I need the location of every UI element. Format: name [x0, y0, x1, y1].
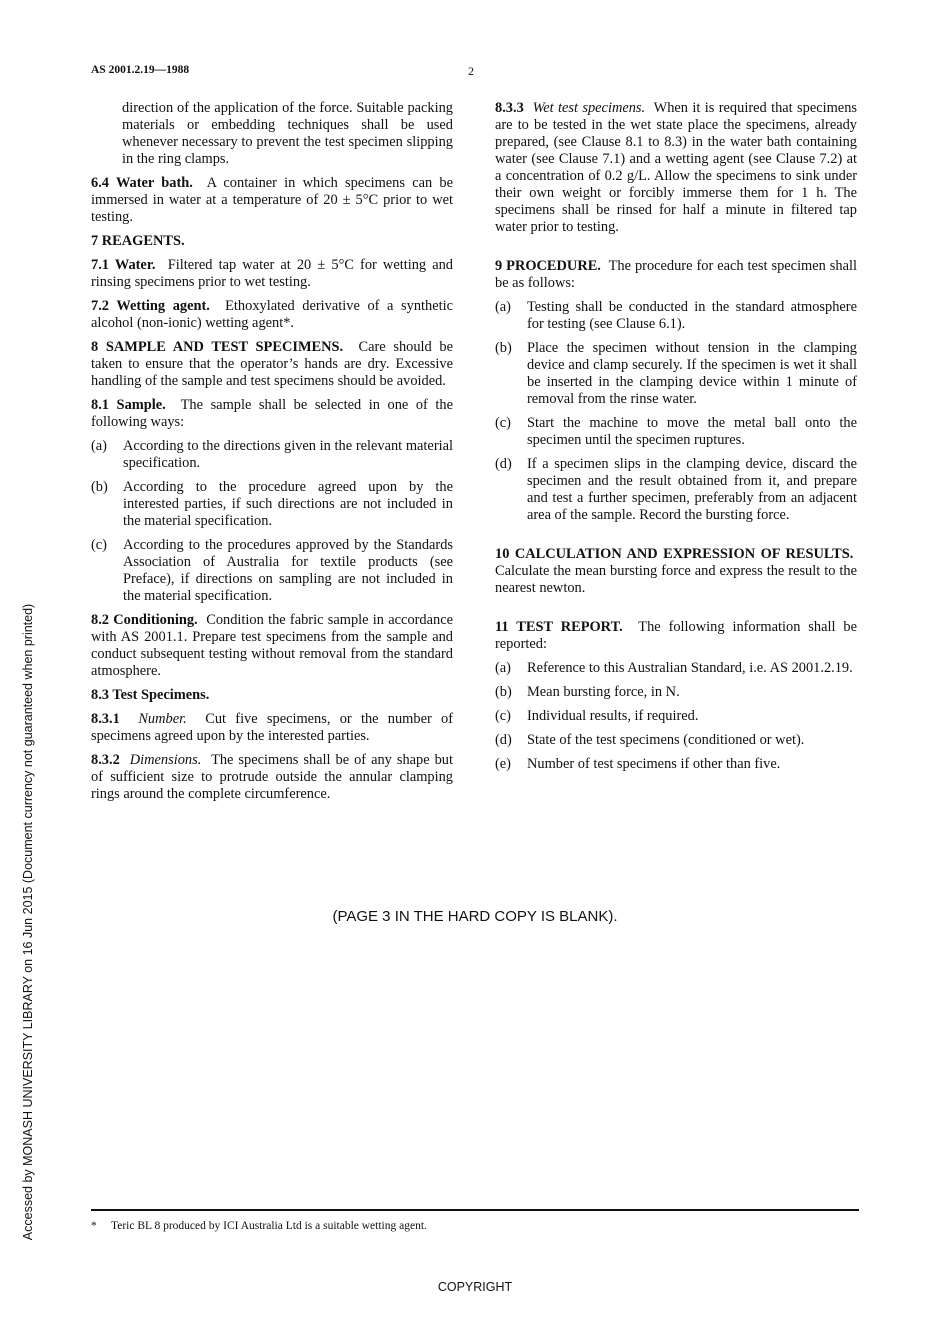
copyright-notice: COPYRIGHT: [437, 1280, 513, 1294]
section-heading: 10 CALCULATION AND EXPRESSION OF RESULTS.: [495, 546, 854, 562]
list-marker: (e): [495, 756, 511, 772]
list-item: [495, 415, 857, 449]
section-text: The procedure for each test specimen shall be as follows:: [495, 258, 857, 291]
list-text: According to the procedure agreed upon by the interested parties, if such directions are not included in the material specification.: [123, 479, 453, 529]
section-8: [91, 339, 453, 390]
list-marker: (a): [495, 660, 511, 676]
spacer: [495, 604, 857, 619]
continued-paragraph: direction of the application of the force. Suitable packing materials or embedding techniques shall be used whenever necessary to prevent the test specimen slipping in the ring clamps.: [122, 100, 453, 167]
clause-8-3-1: [91, 711, 453, 745]
list-marker: (d): [495, 732, 512, 748]
clause-heading: 8.1 Sample.: [91, 397, 166, 413]
list-text: Mean bursting force, in N.: [527, 684, 680, 700]
clause-heading: 7.2 Wetting agent.: [91, 298, 210, 314]
section-heading: 11 TEST REPORT.: [495, 619, 623, 635]
list-text: Reference to this Australian Standard, i.e. AS 2001.2.19.: [527, 660, 853, 676]
section-11: [495, 619, 857, 653]
list-item: [495, 456, 857, 524]
list-marker: (c): [495, 415, 511, 431]
list-item: [495, 299, 857, 333]
list-marker: (c): [495, 708, 511, 724]
list-text: Testing shall be conducted in the standard atmosphere for testing (see Clause 6.1).: [527, 299, 857, 332]
clause-title: Number.: [138, 711, 187, 727]
clause-text: A container in which specimens can be immersed in water at a temperature of 20 ± 5°C prior to wet testing.: [91, 175, 453, 225]
list-marker: (d): [495, 456, 512, 472]
list-item: [495, 340, 857, 408]
clause-title: Dimensions.: [129, 752, 202, 768]
clause-heading: 8.2 Conditioning.: [91, 612, 198, 628]
list-marker: (c): [91, 537, 107, 553]
clause-text: Filtered tap water at 20 ± 5°C for wetting and rinsing specimens prior to wet testing.: [91, 257, 453, 290]
clause-text: Condition the fabric sample in accordance with AS 2001.1. Prepare test specimens from the sample and conduct subsequent testing without removal from the standard atmosphere.: [91, 612, 453, 679]
section-10: [495, 546, 857, 597]
spacer: [495, 531, 857, 546]
clause-heading: 7.1 Water.: [91, 257, 156, 273]
page-number: 2: [468, 64, 474, 78]
list-item: [495, 708, 857, 725]
document-id: AS 2001.2.19—1988: [91, 64, 190, 76]
list-text: According to the procedures approved by the Standards Association of Australia for textile products (see Preface), if directions on sampling are not included in the material specification.: [123, 537, 453, 604]
spacer: [495, 243, 857, 258]
clause-8-3-heading: 8.3 Test Specimens.: [91, 687, 210, 703]
list-item: [495, 660, 857, 677]
list-item: [91, 537, 453, 605]
list-text: State of the test specimens (conditioned or wet).: [527, 732, 805, 748]
section-9: [495, 258, 857, 292]
list-text: Place the specimen without tension in the clamping device and clamp securely. If the specimen is wet it shall be inserted in the clamping device within 1 minute of removal from the rinse water.: [527, 340, 857, 407]
list-item: [91, 479, 453, 530]
section-heading: 9 PROCEDURE.: [495, 258, 601, 274]
clause-text: The sample shall be selected in one of the following ways:: [91, 397, 454, 430]
list-item: [495, 732, 857, 749]
list-text: Number of test specimens if other than five.: [527, 756, 781, 772]
clause-text: Cut five specimens, or the number of specimens agreed upon by the interested parties.: [91, 711, 454, 744]
clause-7-2: [91, 298, 453, 332]
section-heading: 8 SAMPLE AND TEST SPECIMENS.: [91, 339, 344, 355]
footnote: [91, 1220, 427, 1232]
footnote-divider: [91, 1209, 859, 1211]
section-7-heading: 7 REAGENTS.: [91, 233, 185, 249]
section-text: Calculate the mean bursting force and express the result to the nearest newton.: [495, 563, 857, 596]
blank-page-note: (PAGE 3 IN THE HARD COPY IS BLANK).: [332, 908, 618, 925]
list-marker: (b): [495, 340, 512, 356]
list-marker: (b): [495, 684, 512, 700]
clause-number: 8.3.3: [495, 100, 524, 116]
clause-8-3-3: [495, 100, 857, 236]
list-marker: (b): [91, 479, 108, 495]
clause-8-2: [91, 612, 453, 680]
list-item: [495, 684, 857, 701]
footnote-text: Teric BL 8 produced by ICI Australia Ltd is a suitable wetting agent.: [111, 1220, 427, 1232]
right-column: [495, 100, 857, 780]
clause-text: The specimens shall be of any shape but of sufficient size to protrude outside the annular clamping rings around the complete circumference.: [91, 752, 453, 802]
footnote-marker: *: [91, 1220, 97, 1232]
list-item: [91, 438, 453, 472]
clause-title: Wet test specimens.: [532, 100, 646, 116]
clause-text: Ethoxylated derivative of a synthetic alcohol (non-ionic) wetting agent*.: [91, 298, 454, 331]
clause-number: 8.3.1: [91, 711, 120, 727]
section-text: The following information shall be reported:: [495, 619, 857, 652]
list-text: According to the directions given in the relevant material specification.: [123, 438, 453, 471]
clause-heading: 6.4 Water bath.: [91, 175, 193, 191]
list-text: Start the machine to move the metal ball onto the specimen until the specimen ruptures.: [527, 415, 857, 448]
clause-8-1: [91, 397, 453, 431]
clause-7-1: [91, 257, 453, 291]
list-marker: (a): [495, 299, 511, 315]
list-text: Individual results, if required.: [527, 708, 699, 724]
access-side-note: Accessed by MONASH UNIVERSITY LIBRARY on 16 Jun 2015 (Document currency not guaranteed when printed): [21, 603, 35, 1241]
list-text: If a specimen slips in the clamping device, discard the specimen and the result obtained from it, and prepare and test a further specimen, preferably from an adjacent area of the sample. Record the bursting force.: [527, 456, 857, 523]
list-item: [495, 756, 857, 773]
clause-text: When it is required that specimens are to be tested in the wet state place the specimens, already prepared, (see Clause 8.1 to 8.3) in the water bath containing water (see Clause 7.1) and a wetting agent (see Clause 7.2) at a concentration of 0.2 g/L. Allow the specimens to sink under their own weight or forcibly immerse them for 1 h. The specimens shall be rinsed for half a minute in filtered tap water prior to testing.: [495, 100, 857, 235]
section-text: Care should be taken to ensure that the operator’s hands are dry. Excessive handling of the sample and test specimens should be avoided.: [91, 339, 453, 389]
left-column: [91, 100, 453, 810]
clause-number: 8.3.2: [91, 752, 120, 768]
clause-8-3-2: [91, 752, 453, 803]
clause-6-4: [91, 175, 453, 226]
list-marker: (a): [91, 438, 107, 454]
